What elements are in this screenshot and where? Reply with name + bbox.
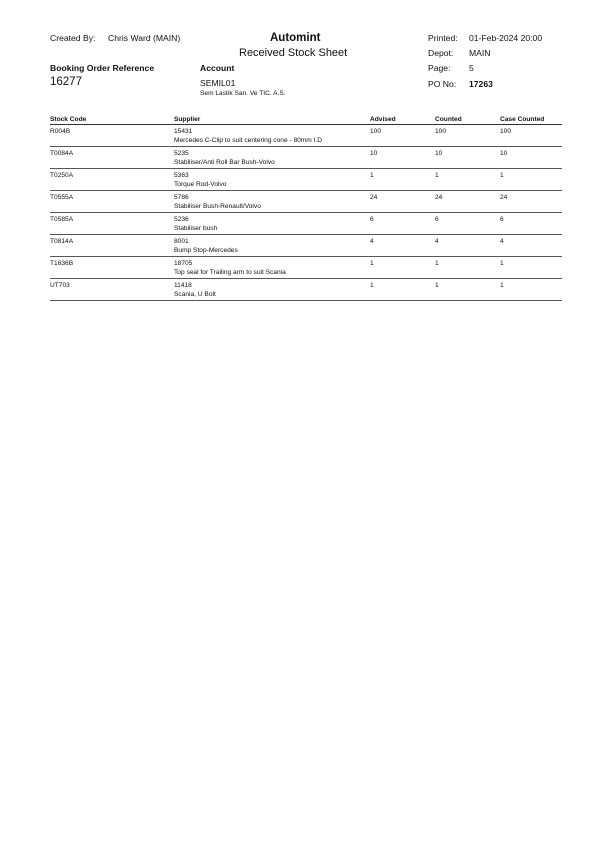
supplier-number: 5236 [174, 216, 189, 223]
page-label: Page: [428, 63, 451, 73]
col-header-stock-code: Stock Code [50, 114, 174, 125]
account-name: Sem Lastik San. Ve TIC. A.S. [200, 90, 286, 97]
depot-label: Depot: [428, 48, 454, 58]
case-counted-qty: 6 [500, 213, 562, 235]
item-description: Stabiliser bush [174, 225, 218, 232]
col-header-advised: Advised [370, 114, 435, 125]
counted-qty: 4 [435, 235, 500, 257]
supplier-number: 8001 [174, 238, 189, 245]
advised-qty: 1 [370, 257, 435, 279]
table-row [50, 147, 562, 169]
counted-qty: 24 [435, 191, 500, 213]
advised-qty: 1 [370, 169, 435, 191]
supplier-cell [174, 191, 370, 213]
counted-qty: 1 [435, 169, 500, 191]
supplier-number: 5363 [174, 172, 189, 179]
printed-label: Printed: [428, 33, 458, 43]
stock-code: T0084A [50, 147, 174, 169]
advised-qty: 24 [370, 191, 435, 213]
stock-code: T0555A [50, 191, 174, 213]
item-description: Stabiliser/Anti Roll Bar Bush-Volvo [174, 159, 275, 166]
item-description: Bump Stop-Mercedes [174, 247, 238, 254]
table-row [50, 279, 562, 301]
case-counted-qty: 1 [500, 169, 562, 191]
account-code: SEMIL01 [200, 78, 236, 88]
depot-value: MAIN [469, 48, 491, 58]
supplier-cell [174, 235, 370, 257]
booking-ref-value: 16277 [50, 76, 82, 88]
item-description: Top seal for Trailing arm to suit Scania [174, 269, 286, 276]
stock-table [50, 114, 562, 301]
supplier-number: 5786 [174, 194, 189, 201]
table-row [50, 257, 562, 279]
counted-qty: 1 [435, 257, 500, 279]
supplier-number: 5235 [174, 150, 189, 157]
supplier-cell [174, 125, 370, 147]
company-name: Automint [270, 32, 321, 44]
case-counted-qty: 10 [500, 147, 562, 169]
sheet-title: Received Stock Sheet [239, 47, 348, 59]
stock-code: T0585A [50, 213, 174, 235]
counted-qty: 10 [435, 147, 500, 169]
item-description: Scania, U Bolt [174, 291, 216, 298]
item-description: Mercedes C-Clip to suit centering cone - 80mm I.D [174, 137, 323, 144]
stock-code: UT703 [50, 279, 174, 301]
case-counted-qty: 4 [500, 235, 562, 257]
table-row [50, 169, 562, 191]
supplier-cell [174, 257, 370, 279]
supplier-cell [174, 147, 370, 169]
table-row [50, 235, 562, 257]
supplier-cell [174, 279, 370, 301]
supplier-number: 18705 [174, 260, 193, 267]
supplier-cell [174, 169, 370, 191]
advised-qty: 100 [370, 125, 435, 147]
supplier-number: 15431 [174, 128, 193, 135]
counted-qty: 1 [435, 279, 500, 301]
created-by-label: Created By: [50, 33, 96, 43]
advised-qty: 4 [370, 235, 435, 257]
supplier-number: 11418 [174, 282, 192, 289]
table-header-row [50, 114, 562, 125]
advised-qty: 10 [370, 147, 435, 169]
advised-qty: 1 [370, 279, 435, 301]
col-header-case-counted: Case Counted [500, 114, 562, 125]
booking-ref-label: Booking Order Reference [50, 63, 155, 73]
stock-code: R004B [50, 125, 174, 147]
col-header-supplier: Supplier [174, 114, 370, 125]
item-description: Stabiliser Bush-Renault/Volvo [174, 203, 261, 210]
case-counted-qty: 24 [500, 191, 562, 213]
advised-qty: 6 [370, 213, 435, 235]
page-value: 5 [469, 63, 474, 73]
created-by-value: Chris Ward (MAIN) [108, 33, 181, 43]
po-value: 17263 [469, 79, 493, 89]
counted-qty: 100 [435, 125, 500, 147]
po-label: PO No: [428, 79, 457, 89]
item-description: Torque Rod-Volvo [174, 181, 227, 188]
table-row [50, 125, 562, 147]
table-row [50, 191, 562, 213]
case-counted-qty: 1 [500, 257, 562, 279]
stock-code: T0250A [50, 169, 174, 191]
stock-code: T1636B [50, 257, 174, 279]
case-counted-qty: 1 [500, 279, 562, 301]
counted-qty: 6 [435, 213, 500, 235]
case-counted-qty: 100 [500, 125, 562, 147]
stock-code: T0814A [50, 235, 174, 257]
printed-value: 01-Feb-2024 20:00 [469, 33, 543, 43]
supplier-cell [174, 213, 370, 235]
col-header-counted: Counted [435, 114, 500, 125]
table-row [50, 213, 562, 235]
account-label: Account [200, 63, 235, 73]
